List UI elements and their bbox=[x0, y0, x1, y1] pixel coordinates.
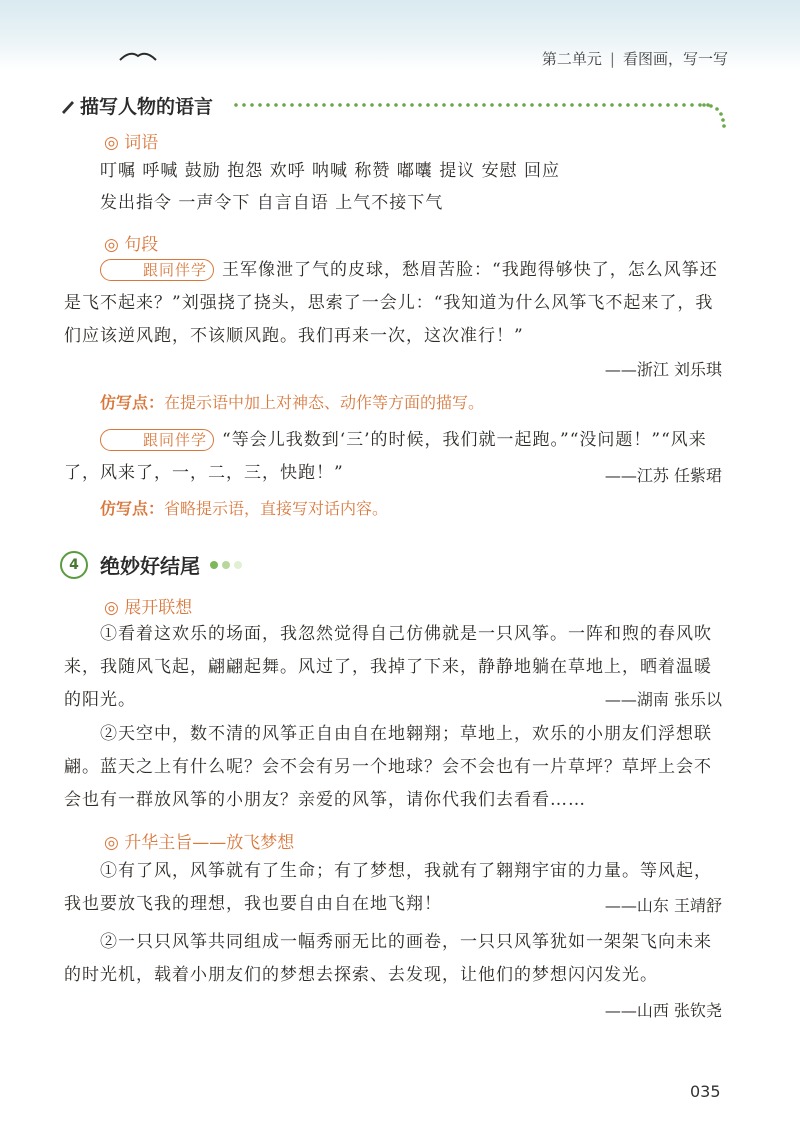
decorative-dots-icon bbox=[210, 561, 242, 569]
section-number: 4 bbox=[60, 551, 88, 579]
page-number: 035 bbox=[690, 1082, 721, 1101]
tip-2-label: 仿写点： bbox=[100, 499, 165, 518]
dotted-divider bbox=[232, 103, 710, 107]
bird-icon bbox=[118, 48, 158, 62]
tip-2-text: 省略提示语，直接写对话内容。 bbox=[164, 499, 389, 518]
section-title-text: 描写人物的语言 bbox=[80, 96, 214, 118]
word-list-line-1: 叮嘱 呼喊 鼓励 抱怨 欢呼 呐喊 称赞 嘟囔 提议 安慰 回应 bbox=[100, 161, 561, 181]
word-list-line-2: 发出指令 一声令下 自言自语 上气不接下气 bbox=[100, 193, 444, 213]
example-1 bbox=[64, 254, 724, 353]
section-4-heading bbox=[60, 550, 242, 579]
words-label: ◎ 词语 bbox=[104, 133, 159, 153]
example-2-text: “等会儿我数到‘三’的时候，我们就一起跑。”“没问题！”“风来了，风来了，一，二，三，快跑！” bbox=[64, 430, 707, 483]
ending-1: ①看着这欢乐的场面，我忽然觉得自己仿佛就是一只风筝。一阵和煦的春风吹来，我随风飞起，翩翩起舞。风过了，我掉了下来，静静地躺在草地上，晒着温暖的阳光。 bbox=[64, 624, 712, 710]
ending-3-author: ——山东 王靖舒 bbox=[604, 896, 722, 915]
tip-1 bbox=[100, 390, 484, 413]
tip-2 bbox=[100, 496, 388, 519]
tip-1-text: 在提示语中加上对神态、动作等方面的描写。 bbox=[164, 393, 485, 412]
peer-learning-badge: 跟同伴学 bbox=[100, 259, 214, 281]
ending-2: ②天空中，数不清的风筝正自由自在地翱翔；草地上，欢乐的小朋友们浮想联翩。蓝天之上有什么呢？会不会有另一个地球？会不会也有一片草坪？草坪上会不会也有一群放风筝的小朋友？亲爱的风筝，请你代我们去看看…… bbox=[64, 724, 712, 810]
unit-label: 第二单元 bbox=[541, 50, 602, 68]
header-separator: | bbox=[609, 49, 615, 68]
example-1-text: 王军像泄了气的皮球，愁眉苦脸：“我跑得够快了，怎么风筝还是飞不起来？”刘强挠了挠头，思索了一会儿：“我知道为什么风筝飞不起来了，我们应该逆风跑，不该顺风跑。我们再来一次，这次准行！” bbox=[64, 260, 718, 346]
page-header bbox=[542, 48, 728, 69]
ending-3: ①有了风，风筝就有了生命；有了梦想，我就有了翱翔宇宙的力量。等风起，我也要放飞我的理想，我也要自由自在地飞翔！ bbox=[64, 861, 712, 914]
ending-1-author: ——湖南 张乐以 bbox=[604, 690, 722, 709]
tip-1-label: 仿写点： bbox=[100, 393, 165, 412]
example-2-author: ——江苏 任紫珺 bbox=[604, 466, 722, 485]
ending-4: ②一只只风筝共同组成一幅秀丽无比的画卷，一只只风筝犹如一架架飞向未来的时光机，载着小朋友们的梦想去探索、去发现，让他们的梦想闪闪发光。 bbox=[64, 932, 712, 985]
theme-label: ◎ 升华主旨——放飞梦想 bbox=[104, 833, 295, 853]
association-label: ◎ 展开联想 bbox=[104, 598, 193, 618]
example-1-author: ——浙江 刘乐琪 bbox=[604, 360, 722, 379]
pen-icon bbox=[60, 98, 76, 114]
section-4-title: 绝妙好结尾 bbox=[100, 554, 200, 578]
section-title bbox=[60, 92, 213, 119]
topic-label: 看图画，写一写 bbox=[622, 50, 728, 68]
dotted-curve-icon bbox=[700, 99, 730, 131]
ending-4-author: ——山西 张钦尧 bbox=[604, 1001, 722, 1020]
passage-label: ◎ 句段 bbox=[104, 235, 159, 255]
peer-learning-badge: 跟同伴学 bbox=[100, 429, 214, 451]
